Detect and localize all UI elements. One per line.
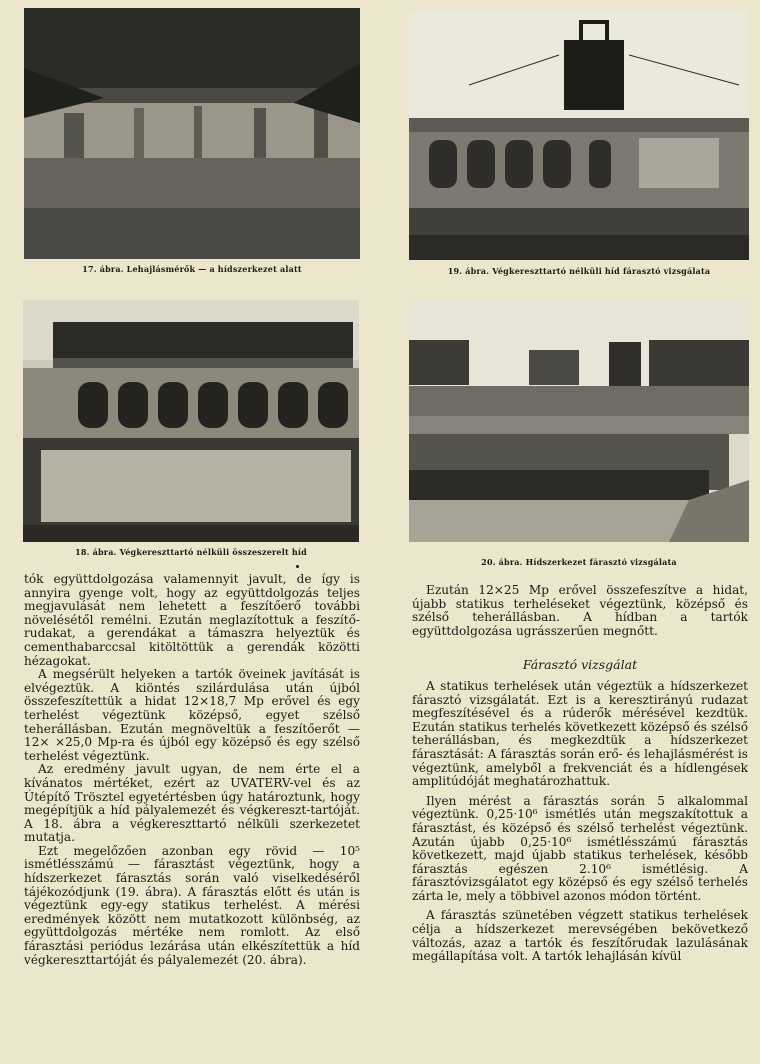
left-text-column [24,573,360,967]
figure-17-caption: 17. ábra. Lehajlásmérők — a hídszerkezet alatt [82,264,302,274]
paragraph: Ilyen mérést a fárasztás során 5 alkalommal végeztünk. 0,25·10⁶ ismétlés után megszakítottuk a fárasztást, és középső és szélső terhelést végeztünk. Azután újabb 0,25·10⁶ ismétlésszámú fárasztás következett, majd újabb statikus terhelések, később fárasztás egészen 2.10⁶ ismétlésig. A fárasztóvizsgálatot egy középső és egy szélső terhelés zárta le, mely a többivel azonos módon történt. [412,793,748,903]
figure-18-mark [296,565,299,568]
section-heading: Fárasztó vizsgálat [522,657,638,673]
figure-20-photo [409,300,749,542]
paragraph: Az eredmény javult ugyan, de nem érte el a kívánatos mértéket, ezért az UVATERV-vel és az Útépítő Trösztel egyetértésben úgy határoztunk, hogy megépítjük a híd pályalemezét és végkereszt-tartóját. A 18. ábra a végkereszttartó nélküli szerkezetet mutatja. [24,762,360,845]
figure-20-caption: 20. ábra. Hídszerkezet fárasztó vizsgálata [481,557,677,567]
figure-17-photo [24,8,360,259]
figure-19-photo [409,10,749,260]
paragraph: A megsérült helyeken a tartók öveinek javítását is elvégeztük. A kiöntés szilárdulása után újból összefeszítettük a hidat 12×18,7 Mp erővel és egy terhelést végeztünk középső, egyet szélső teherállásban. Ezután megnöveltük a feszítőerőt — 12× ×25,0 Mp-ra és újból egy középső és egy szélső terhelést végeztünk. [24,667,360,763]
paragraph: A statikus terhelések után végeztük a hídszerkezet fárasztó vizsgálatát. Ezt is a keresztirányú rudazat megfeszítésével és a rúderők mérésével kezdtük. Ezután statikus terhelés következett középső és szélső teherállásban, és megkezdtük a hídszerkezet fárasztását: A fárasztás során erő- és lehajlásmérést is végeztünk, amelyből a frekvenciát és a hídlengések amplitúdóját meghatározhattuk. [412,678,748,789]
paragraph: tók együttdolgozása valamennyit javult, de így is annyira gyenge volt, hogy az együttdolgozás teljes megjavulását nem lehetett a feszítőerő további növelésétől remélni. Ezután meglazítottuk a feszítő-rudakat, a gerendákat a támaszra helyeztük és cementhabarccsal kitöltöttük a gerendák közötti hézagokat. [24,572,360,668]
paragraph: Ezt megelőzően azonban egy rövid — 10⁵ ismétlésszámú — fárasztást végeztünk, hogy a hídszerkezet fárasztás során való viselkedéséről tájékozódjunk (19. ábra). A fárasztás előtt és után is végeztünk egy-egy statikus terhelést. A mérési eredmények között nem mutatkozott különbség, az együttdolgozás mértéke nem romlott. Az első fárasztási periódus lezárása után elkészítettük a híd végkereszttartóját és pályalemezét (20. ábra). [24,843,360,967]
right-text-column [412,584,748,964]
figure-18-caption: 18. ábra. Végkereszttartó nélküli összeszerelt híd [75,547,307,557]
figure-18-photo [23,300,359,542]
paragraph: Ezután 12×25 Mp erővel összefeszítve a hidat, újabb statikus terheléseket végeztünk, középső és szélső teherállásban. A hídban a tartók együttdolgozása ugrásszerűen megnőtt. [412,583,748,638]
figure-19-caption: 19. ábra. Végkereszttartó nélküli híd fárasztó vizsgálata [447,266,711,276]
paragraph: A fárasztás szünetében végzett statikus terhelések célja a hídszerkezet merevségében bekövetkező változás, azaz a tartók és feszítőrudak lazulásának megállapítása volt. A tartók lehajlásán kívül [412,908,748,964]
